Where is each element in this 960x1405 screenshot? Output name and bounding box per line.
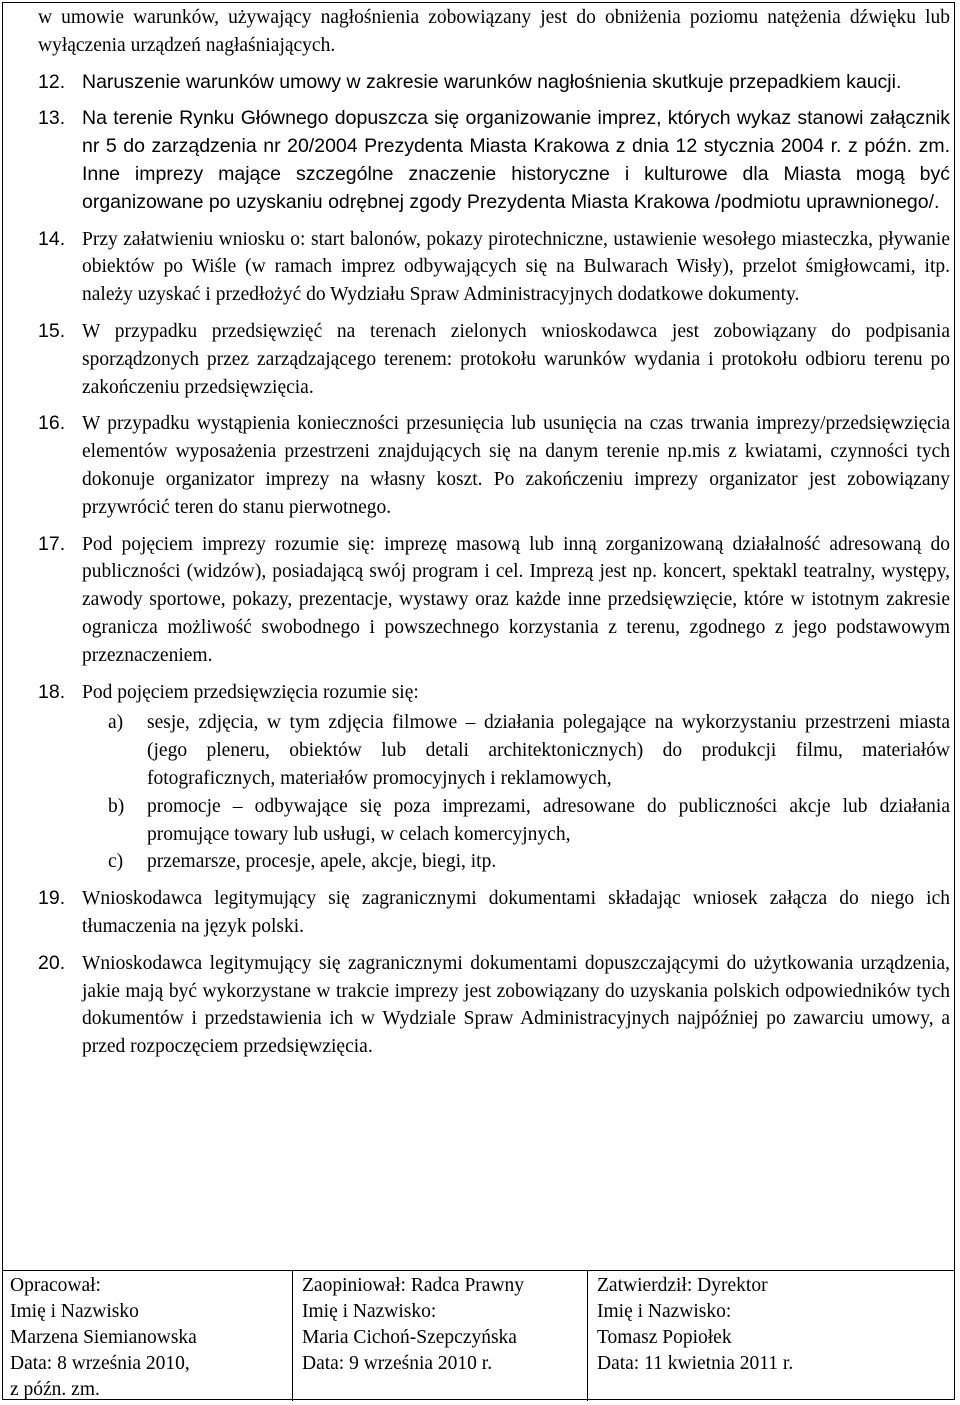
list-item-14 <box>38 226 950 309</box>
list-item-20 <box>38 950 950 1061</box>
item-text: Na terenie Rynku Głównego dopuszcza się organizowanie imprez, których wykaz stanowi załącznik nr 5 do zarządzenia nr 20/2004 Prezydenta Miasta Krakowa z dnia 12 stycznia 2004 r. z późn. zm. Inne imprezy mające szczególne znaczenie historyczne i kulturowe dla Miasta mogą być organizowane po uzyskaniu odrębnej zgody Prezydenta Miasta Krakowa /podmiotu uprawnionego/. <box>82 107 950 213</box>
column-divider <box>587 1271 588 1401</box>
sub-item-c <box>38 848 950 876</box>
item-text: Pod pojęciem imprezy rozumie się: imprezę masową lub inną zorganizowaną działalność adresowaną do publiczności (widzów), posiadającą swój program i cel. Imprezą jest np. koncert, spektakl teatralny, występy, zawody sportowe, pokazy, prezentacje, wystawy oraz każde inne przedsięwzięcie, które w istotnym zakresie ogranicza możliwość swobodnego i powszechnego korzystania z terenu, zgodnego z jego podstawowym przeznaczeniem. <box>82 533 950 666</box>
reviewed-name-label: Imię i Nazwisko: <box>302 1301 437 1322</box>
prepared-date: Data: 8 września 2010, <box>10 1353 190 1374</box>
item-text: W przypadku wystąpienia konieczności przesunięcia lub usunięcia na czas trwania imprezy/przedsięwzięcia elementów wyposażenia przestrzeni znajdujących się na danym terenie np.mis z kwiatami, czynności tych dokonuje organizator imprezy na własny koszt. Po zakończeniu imprezy organizator jest zobowiązany przywrócić teren do stanu pierwotnego. <box>82 413 950 518</box>
sub-item-text: promocje – odbywające się poza imprezami, adresowane do publiczności akcje lub działania promujące towary lub usługi, w celach komercyjnych, <box>147 795 950 845</box>
approval-footer <box>2 1270 955 1401</box>
sub-item-letter: c) <box>108 851 124 873</box>
sub-item-a <box>38 709 950 792</box>
approved-label: Zatwierdził: Dyrektor <box>597 1275 768 1296</box>
prepared-label: Opracował: <box>10 1275 101 1296</box>
item-text: Naruszenie warunków umowy w zakresie warunków nagłośnienia skutkuje przepadkiem kaucji. <box>82 70 902 93</box>
reviewed-name: Maria Cichoń-Szepczyńska <box>302 1327 517 1348</box>
approved-date: Data: 11 kwietnia 2011 r. <box>597 1353 794 1374</box>
approved-by-column <box>597 1273 897 1377</box>
item-number: 17. <box>38 532 66 555</box>
list-item-17 <box>38 531 950 670</box>
approved-name-label: Imię i Nazwisko: <box>597 1301 732 1322</box>
list-item-19 <box>38 885 950 941</box>
sub-item-text: sesje, zdjęcia, w tym zdjęcia filmowe – działania polegające na wykorzystaniu przestrzeni miasta (jego pleneru, obiektów lub detali architektonicznych) do produkcji filmu, materiałów fotograficznych, materiałów promocyjnych i reklamowych, <box>147 712 950 789</box>
sub-item-letter: b) <box>108 795 125 817</box>
item-number: 18. <box>38 680 66 703</box>
prepared-by-column <box>10 1273 290 1403</box>
prepared-name-label: Imię i Nazwisko <box>10 1301 139 1322</box>
item-number: 12. <box>38 70 66 93</box>
item-text: Wnioskodawca legitymujący się zagranicznymi dokumentami dopuszczającymi do użytkowania urządzenia, jakie mają być wykorzystane w trakcie imprezy jest zobowiązany do uzyskania polskich odpowiedników tych dokumentów i przedstawienia ich w Wydziale Spraw Administracyjnych najpóźniej po zawarciu umowy, a przed rozpoczęciem przedsięwzięcia. <box>82 952 950 1058</box>
item-number: 20. <box>38 951 66 974</box>
sub-list-18 <box>38 709 950 876</box>
item-text: Pod pojęciem przedsięwzięcia rozumie się: <box>82 681 419 703</box>
list-item-18 <box>38 679 950 707</box>
reviewed-label: Zaopiniował: Radca Prawny <box>302 1275 525 1296</box>
item-number: 13. <box>38 107 66 130</box>
reviewed-date: Data: 9 września 2010 r. <box>302 1353 493 1374</box>
sub-item-letter: a) <box>108 712 124 734</box>
item-number: 19. <box>38 887 66 910</box>
item-number: 14. <box>38 227 66 250</box>
sub-item-text: przemarsze, procesje, apele, akcje, biegi, itp. <box>147 851 497 873</box>
sub-item-b <box>38 793 950 849</box>
prepared-name: Marzena Siemianowska <box>10 1327 197 1348</box>
list-item-15 <box>38 318 950 401</box>
list-item-13 <box>38 105 950 216</box>
list-item-12 <box>38 69 950 97</box>
item-text: Wnioskodawca legitymujący się zagranicznymi dokumentami składając wniosek załącza do niego ich tłumaczenia na język polski. <box>82 888 950 937</box>
list-item-16 <box>38 410 950 521</box>
intro-paragraph: w umowie warunków, używający nagłośnienia zobowiązany jest do obniżenia poziomu natężenia dźwięku lub wyłączenia urządzeń nagłaśniających. <box>38 7 950 56</box>
approved-name: Tomasz Popiołek <box>597 1327 732 1348</box>
document-body <box>38 4 950 1061</box>
reviewed-by-column <box>302 1273 585 1377</box>
item-number: 16. <box>38 412 66 435</box>
item-number: 15. <box>38 319 66 342</box>
item-text: W przypadku przedsięwzięć na terenach zielonych wnioskodawca jest zobowiązany do podpisania sporządzonych przez zarządzającego terenem: protokołu warunków wydania i protokołu odbioru terenu po zakończeniu przedsięwzięcia. <box>82 320 950 398</box>
item-text: Przy załatwieniu wniosku o: start balonów, pokazy pirotechniczne, ustawienie wesołego miasteczka, pływanie obiektów po Wiśle (w ramach imprez odbywających się na Bulwarach Wisły), przelot śmigłowcami, itp. należy uzyskać i przedłożyć do Wydziału Spraw Administracyjnych dodatkowe dokumenty. <box>82 228 950 306</box>
prepared-note: z późn. zm. <box>10 1379 100 1400</box>
column-divider <box>292 1271 293 1401</box>
